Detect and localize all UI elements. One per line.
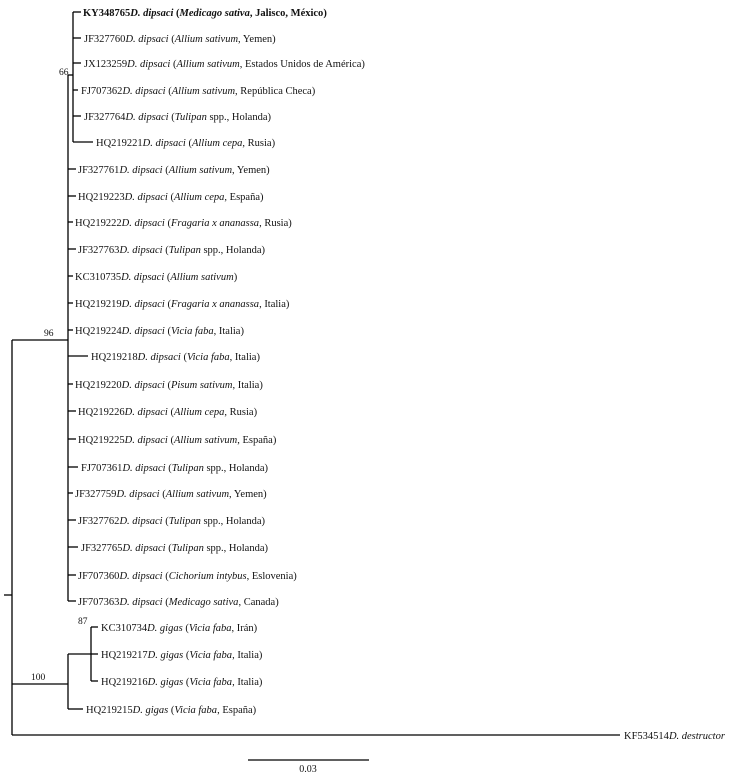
taxon-close: ) [252,705,257,716]
taxon-label [75,326,244,337]
taxon-label [78,245,266,256]
taxon-open: ( [164,272,171,283]
taxon-acc: FJ707362 [81,86,123,97]
taxon-close: ) [288,218,292,229]
taxon-open: ( [162,571,169,582]
taxon-host: Cichorium intybus [168,571,247,582]
taxon-label [78,192,264,203]
taxon-loc: , Italia [213,326,241,337]
taxon-host: Allium sativum [168,165,233,176]
taxon-close: ) [264,463,269,474]
taxon-loc: , Italia [232,380,260,391]
taxon-open: ( [180,352,187,363]
taxon-open: ( [164,218,171,229]
taxon-close: ) [272,34,276,45]
taxon-host: Allium sativum [170,272,234,283]
taxon-acc: JF327765 [81,543,123,554]
taxon-close: ) [233,272,238,283]
taxon-sp: D. dipsaci [119,516,163,527]
taxon-open: ( [162,597,169,608]
taxon-sp: D. dipsaci [121,299,165,310]
taxon-close: ) [293,571,297,582]
taxon-loc: , Yemen [238,34,273,45]
taxon-host: Allium sativum [173,435,238,446]
taxon-acc: JX123259 [84,59,128,70]
taxon-close: ) [285,299,290,310]
taxon-loc: , Jalisco, México [249,8,324,19]
taxon-open: ( [165,463,172,474]
taxon-loc: , Italia [232,677,259,688]
taxon-close: ) [275,597,279,608]
taxon-acc: JF707360 [78,571,120,582]
taxon-host: Pisum sativum [170,380,233,391]
taxon-sp: D. dipsaci [127,59,171,70]
taxon-open: ( [164,326,171,337]
taxon-host: Tulipan [168,516,201,527]
taxon-open: ( [168,112,175,123]
taxon-acc: HQ219221 [96,138,143,149]
taxon-host: Fragaria x ananassa [170,218,260,229]
taxon-sp: D. destructor [668,731,725,742]
taxon-loc: , Yemen [232,165,267,176]
taxon-label [624,731,726,742]
taxon-close: ) [264,543,269,554]
taxon-sp: D. dipsaci [122,463,166,474]
taxon-close: ) [259,380,263,391]
taxon-sp: D. dipsaci [122,543,166,554]
taxon-loc: spp., Holanda [200,516,262,527]
taxon-acc: HQ219222 [75,218,122,229]
taxon-open: ( [167,407,174,418]
taxon-acc: JF707363 [78,597,120,608]
support-value-66: 66 [59,68,69,78]
taxon-sp: D. dipsaci [119,571,163,582]
taxon-acc: KC310735 [75,272,122,283]
taxon-sp: D. dipsaci [124,435,168,446]
taxon-acc: KC310734 [101,623,148,634]
taxon-host: Allium cepa [191,138,243,149]
taxon-sp: D. gigas [147,623,183,634]
taxon-loc: , Canada [238,597,276,608]
taxon-open: ( [183,650,190,661]
taxon-acc: JF327760 [84,34,126,45]
taxon-sp: D. dipsaci [137,352,181,363]
taxon-acc: HQ219223 [78,192,125,203]
taxon-label [101,650,263,661]
taxon-label [75,380,263,391]
taxon-acc: HQ219224 [75,326,122,337]
taxon-loc: spp., Holanda [203,543,265,554]
taxon-label [84,59,365,70]
taxon-acc: HQ219217 [101,650,148,661]
taxon-acc: KF534514 [624,731,669,742]
taxon-sp: D. dipsaci [130,8,174,19]
taxon-open: ( [159,489,166,500]
taxon-host: Tulipan [168,245,201,256]
taxon-sp: D. dipsaci [124,192,168,203]
taxon-sp: D. dipsaci [121,272,165,283]
taxon-acc: HQ219220 [75,380,122,391]
taxon-sp: D. dipsaci [121,380,165,391]
support-value-87: 87 [78,617,88,627]
taxon-open: ( [173,8,180,19]
taxon-host: Vicia faba [189,650,233,661]
taxon-close: ) [258,677,263,688]
taxon-sp: D. dipsaci [142,138,186,149]
taxon-close: ) [256,352,260,363]
taxon-sp: D. dipsaci [119,165,163,176]
taxon-host: Medicago sativa [179,8,250,19]
taxon-acc: JF327762 [78,516,120,527]
taxon-label [81,463,269,474]
taxon-host: Vicia faba [170,326,214,337]
taxon-label [81,86,316,97]
taxon-close: ) [261,245,266,256]
taxon-label [78,165,270,176]
taxon-label [91,352,260,363]
support-value-96: 96 [44,329,54,339]
taxon-sp: D. dipsaci [122,86,166,97]
taxon-open: ( [165,543,172,554]
taxon-host: Allium cepa [173,192,225,203]
taxon-sp: D. gigas [147,650,184,661]
taxon-loc: spp., Holanda [200,245,262,256]
support-value-100: 100 [31,673,46,683]
taxon-loc: , España [237,435,273,446]
taxon-open: ( [162,245,169,256]
taxon-sp: D. dipsaci [121,326,165,337]
taxon-host: Tulipan [174,112,207,123]
taxon-open: ( [167,435,174,446]
taxon-loc: , Rusia [259,218,289,229]
taxon-sp: D. gigas [132,705,169,716]
taxon-label [78,407,258,418]
taxon-host: Vicia faba [174,705,218,716]
taxon-open: ( [168,705,175,716]
taxon-acc: HQ219226 [78,407,125,418]
taxon-open: ( [168,34,175,45]
taxon-host: Fragaria x ananassa [170,299,260,310]
taxon-label [83,8,327,19]
taxon-acc: JF327759 [75,489,117,500]
taxon-close: ) [240,326,244,337]
taxon-sp: D. gigas [147,677,184,688]
taxon-open: ( [183,677,190,688]
taxon-label [84,112,272,123]
taxon-close: ) [311,86,316,97]
taxon-loc: , Eslovenia [246,571,294,582]
taxon-host: Allium sativum [176,59,240,70]
taxon-loc: , Rusia [224,407,254,418]
taxon-close: ) [260,192,264,203]
taxon-close: ) [266,165,270,176]
taxon-sp: D. dipsaci [125,34,169,45]
taxon-acc: HQ219218 [91,352,138,363]
taxon-close: ) [258,650,263,661]
taxon-label [78,597,279,608]
taxon-close: ) [323,8,327,19]
taxon-label [75,272,238,283]
taxon-label [78,571,297,582]
taxon-open: ( [167,192,174,203]
taxon-loc: , Yemen [229,489,264,500]
taxon-label [101,677,263,688]
taxon-acc: HQ219219 [75,299,122,310]
taxon-open: ( [164,299,171,310]
taxon-loc: spp., Holanda [203,463,265,474]
taxon-loc: , España [224,192,260,203]
taxon-sp: D. dipsaci [125,112,169,123]
taxon-close: ) [271,138,276,149]
taxon-label [101,623,258,634]
taxon-acc: KY348765 [83,8,131,19]
taxon-label [75,299,290,310]
taxon-loc: , Italia [229,352,257,363]
taxon-open: ( [162,516,169,527]
taxon-close: ) [253,623,258,634]
taxon-host: Allium sativum [165,489,230,500]
taxon-acc: HQ219216 [101,677,148,688]
taxon-acc: HQ219225 [78,435,125,446]
taxon-sp: D. dipsaci [124,407,168,418]
taxon-loc: , Irán [231,623,254,634]
taxon-label [81,543,269,554]
taxon-label [84,34,276,45]
taxon-label [96,138,276,149]
taxon-host: Allium cepa [173,407,225,418]
taxon-host: Tulipan [171,463,204,474]
taxon-acc: JF327763 [78,245,120,256]
taxon-close: ) [261,516,266,527]
taxon-acc: HQ219215 [86,705,133,716]
taxon-host: Allium sativum [171,86,236,97]
taxon-acc: JF327764 [84,112,126,123]
taxon-loc: , Rusia [242,138,272,149]
taxon-host: Allium sativum [174,34,239,45]
taxon-host: Vicia faba [186,352,230,363]
taxon-open: ( [165,86,172,97]
taxon-label [75,489,267,500]
taxon-loc: , Italia [259,299,286,310]
taxon-host: Vicia faba [189,677,233,688]
taxon-host: Tulipan [171,543,204,554]
taxon-sp: D. dipsaci [119,597,163,608]
taxon-label [86,705,257,716]
taxon-open: ( [162,165,169,176]
taxon-loc: spp., Holanda [206,112,268,123]
taxon-open: ( [185,138,192,149]
taxon-close: ) [272,435,277,446]
taxon-loc: , Estados Unidos de América [239,59,362,70]
scale-bar-label: 0.03 [299,764,317,774]
taxon-label [78,516,266,527]
taxon-close: ) [267,112,272,123]
taxon-sp: D. dipsaci [116,489,160,500]
taxon-loc: , España [217,705,253,716]
taxon-host: Vicia faba [188,623,232,634]
taxon-sp: D. dipsaci [119,245,163,256]
taxon-host: Medicago sativa [168,597,239,608]
taxon-acc: FJ707361 [81,463,123,474]
taxon-sp: D. dipsaci [121,218,165,229]
taxon-open: ( [170,59,177,70]
taxon-loc: , República Checa [235,86,312,97]
taxon-close: ) [361,59,365,70]
taxon-label [78,435,277,446]
taxon-close: ) [263,489,267,500]
taxon-close: ) [253,407,258,418]
taxon-open: ( [182,623,189,634]
taxon-open: ( [164,380,171,391]
taxon-labels [75,8,726,742]
taxon-loc: , Italia [232,650,259,661]
taxon-label [75,218,292,229]
taxon-acc: JF327761 [78,165,120,176]
